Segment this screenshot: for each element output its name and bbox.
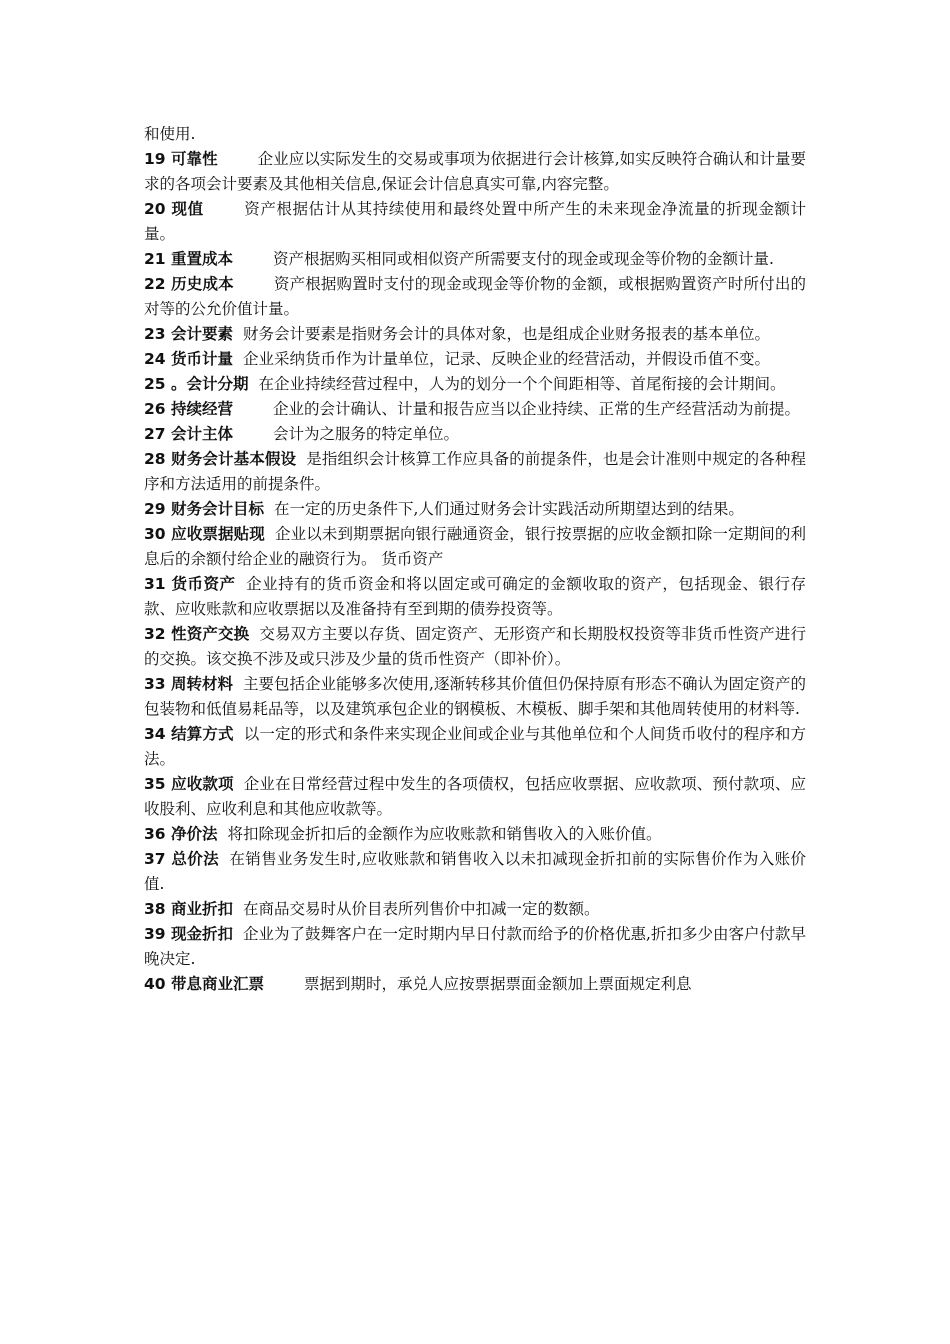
entry-term: 37 总价法 [144,850,219,868]
entry-term: 24 货币计量 [144,350,233,368]
entry-term: 34 结算方式 [144,725,234,743]
entry-37 [144,847,806,897]
document-page [144,122,806,997]
entry-text: 财务会计要素是指财务会计的具体对象，也是组成企业财务报表的基本单位。 [243,325,771,343]
entry-24 [144,347,806,372]
entry-term: 40 带息商业汇票 [144,975,264,993]
entry-term: 32 性资产交换 [144,625,250,643]
entry-28 [144,447,806,497]
entry-text: 在一定的历史条件下,人们通过财务会计实践活动所期望达到的结果。 [274,500,744,518]
entry-term: 25 。会计分期 [144,375,249,393]
entry-text: 是指组织会计核算工作应具备的前提条件，也是会计准则中规定的各种程序和方法适用的前提条件。 [144,450,806,493]
entry-text: 企业为了鼓舞客户在一定时期内早日付款而给予的价格优惠,折扣多少由客户付款早晚决定. [144,925,806,968]
entry-term: 27 会计主体 [144,425,233,443]
entry-term: 19 可靠性 [144,150,218,168]
entry-term: 33 周转材料 [144,675,233,693]
entry-34 [144,722,806,772]
entry-text: 将扣除现金折扣后的金额作为应收账款和销售收入的入账价值。 [227,825,662,843]
entry-text: 在企业持续经营过程中，人为的划分一个个间距相等、首尾衔接的会计期间。 [258,375,786,393]
entry-term: 26 持续经营 [144,400,233,418]
entry-term: 31 货币资产 [144,575,236,593]
entry-term: 28 财务会计基本假设 [144,450,297,468]
entry-text: 企业在日常经营过程中发生的各项债权，包括应收票据、应收款项、预付款项、应收股利、应收利息和其他应收款等。 [144,775,806,818]
entry-text: 企业的会计确认、计量和报告应当以企业持续、正常的生产经营活动为前提。 [273,400,801,418]
entry-20 [144,197,806,247]
entry-31 [144,572,806,622]
entry-term: 21 重置成本 [144,250,233,268]
entry-term: 38 商业折扣 [144,900,233,918]
entry-term: 36 净价法 [144,825,218,843]
entry-26 [144,397,806,422]
entry-30 [144,522,806,572]
entry-term: 35 应收款项 [144,775,234,793]
entry-33 [144,672,806,722]
entry-term: 23 会计要素 [144,325,233,343]
entry-term: 29 财务会计目标 [144,500,264,518]
entry-text: 企业应以实际发生的交易或事项为依据进行会计核算,如实反映符合确认和计量要求的各项会计要素及其他相关信息,保证会计信息真实可靠,内容完整。 [144,150,806,193]
entry-27 [144,422,806,447]
entry-39 [144,922,806,972]
entry-term: 22 历史成本 [144,275,234,293]
entry-25 [144,372,806,397]
entry-text: 企业持有的货币资金和将以固定或可确定的金额收取的资产，包括现金、银行存款、应收账款和应收票据以及准备持有至到期的债券投资等。 [144,575,806,618]
entry-text: 会计为之服务的特定单位。 [273,425,460,443]
entry-text: 企业采纳货币作为计量单位，记录、反映企业的经营活动，并假设币值不变。 [243,350,771,368]
intro-tail: 和使用. [144,125,196,143]
entry-38 [144,897,806,922]
entry-text: 资产根据估计从其持续使用和最终处置中所产生的未来现金净流量的折现金额计量。 [144,200,806,243]
entry-22 [144,272,806,322]
entry-text: 以一定的形式和条件来实现企业间或企业与其他单位和个人间货币收付的程序和方法。 [144,725,806,768]
entry-32 [144,622,806,672]
entry-text: 票据到期时，承兑人应按票据票面金额加上票面规定利息 [304,975,692,993]
entry-term: 39 现金折扣 [144,925,233,943]
entry-text: 在销售业务发生时,应收账款和销售收入以未扣减现金折扣前的实际售价作为入账价值. [144,850,806,893]
entry-36 [144,822,806,847]
entry-23 [144,322,806,347]
entry-text: 主要包括企业能够多次使用,逐渐转移其价值但仍保持原有形态不确认为固定资产的包装物和低值易耗品等，以及建筑承包企业的钢模板、木模板、脚手架和其他周转使用的材料等. [144,675,806,718]
entry-35 [144,772,806,822]
entry-19 [144,147,806,197]
entry-text: 企业以未到期票据向银行融通资金，银行按票据的应收金额扣除一定期间的利息后的余额付给企业的融资行为。 货币资产 [144,525,806,568]
entry-term: 30 应收票据贴现 [144,525,265,543]
entry-term: 20 现值 [144,200,204,218]
entry-40 [144,972,806,997]
entry-text: 资产根据购置时支付的现金或现金等价物的金额，或根据购置资产时所付出的对等的公允价值计量。 [144,275,806,318]
entry-29 [144,497,806,522]
entry-text: 资产根据购买相同或相似资产所需要支付的现金或现金等价物的金额计量. [273,250,774,268]
entry-21 [144,247,806,272]
entry-text: 交易双方主要以存货、固定资产、无形资产和长期股权投资等非货币性资产进行的交换。该交换不涉及或只涉及少量的货币性资产（即补价）。 [144,625,806,668]
entry-text: 在商品交易时从价目表所列售价中扣减一定的数额。 [243,900,600,918]
